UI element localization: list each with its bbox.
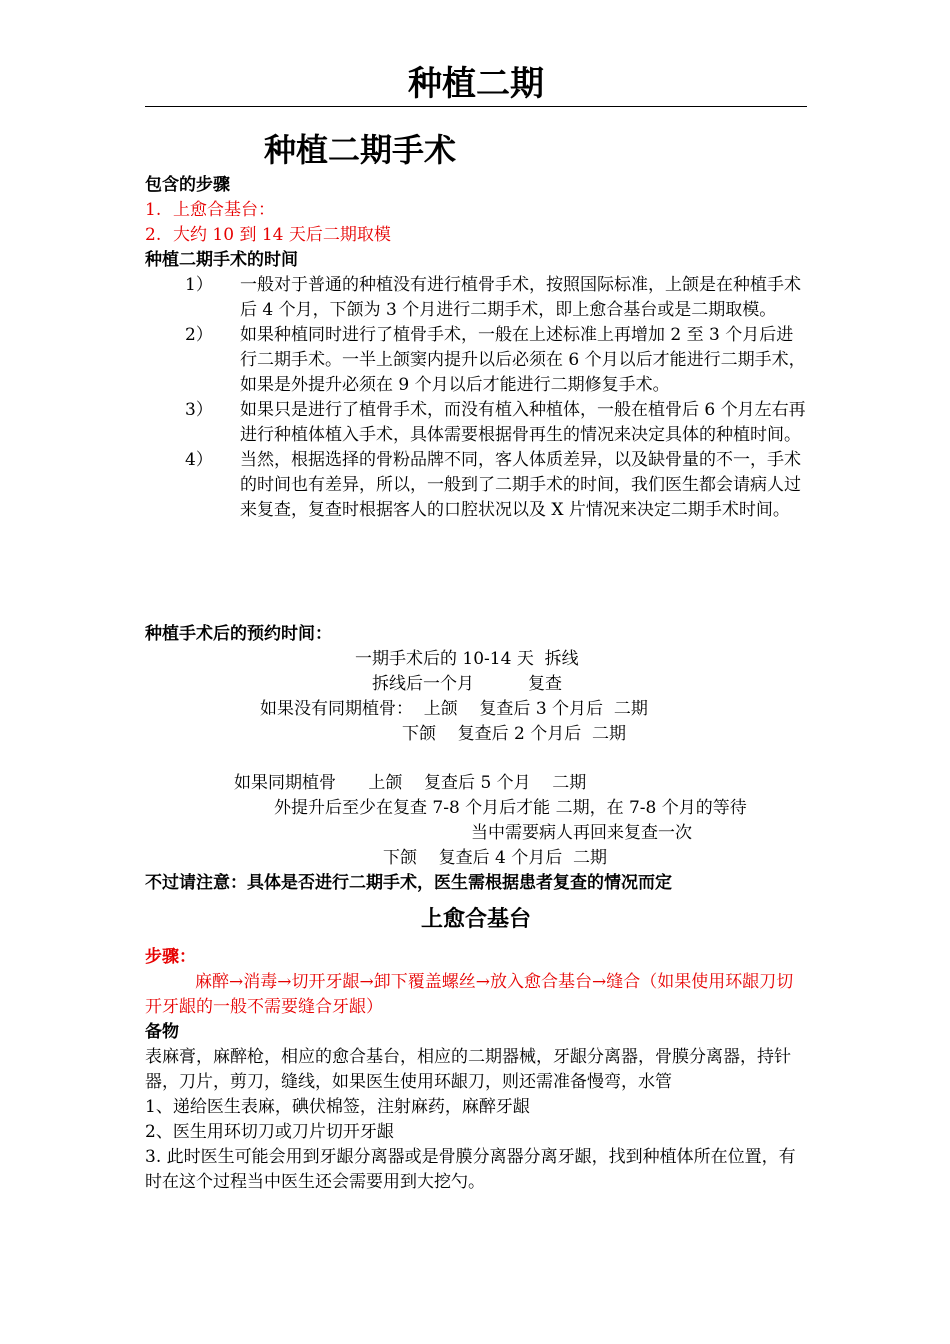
appointment-line: 外提升后至少在复查 7-8 个月后才能 二期，在 7-8 个月的等待 [274, 798, 747, 818]
appointment-line: 如果同期植骨 上颌 复查后 5 个月 二期 [234, 773, 587, 793]
appointment-line: 下颌 复查后 4 个月后 二期 [383, 848, 608, 868]
procedure-step: 2、医生用环切刀或刀片切开牙龈 [145, 1122, 394, 1142]
item-number: 2. [145, 225, 162, 245]
header-title: 种植二期 [408, 64, 544, 104]
list-item [145, 273, 807, 323]
appointment-note: 不过请注意：具体是否进行二期手术，医生需根据患者复查的情况而定 [145, 873, 672, 893]
section-body [145, 945, 807, 1195]
appointment-line: 拆线后一个月 复查 [372, 674, 563, 694]
item-number: 1） [185, 275, 213, 295]
list-item [145, 223, 807, 248]
appointment-heading: 种植手术后的预约时间： [145, 624, 332, 644]
timing-heading: 种植二期手术的时间 [145, 250, 298, 270]
steps-section [145, 173, 807, 273]
appointment-line: 当中需要病人再回来复查一次 [471, 823, 692, 843]
item-text: 一般对于普通的种植没有进行植骨手术，按照国际标准，上颌是在种植手术后 4 个月，下颌为 3 个月进行二期手术，即上愈合基台或是二期取模。 [240, 275, 801, 320]
timing-list [145, 273, 807, 523]
item-number: 1. [145, 200, 162, 220]
item-text: 如果只是进行了植骨手术，而没有植入种植体，一般在植骨后 6 个月左右再进行种植体植入手术，具体需要根据骨再生的情况来决定具体的种植时间。 [240, 400, 806, 445]
prep-text: 表麻膏，麻醉枪，相应的愈合基台，相应的二期器械，牙龈分离器，骨膜分离器，持针器，刀片，剪刀，缝线，如果医生使用环龈刀，则还需准备慢弯，水管 [145, 1047, 791, 1092]
item-number: 3） [185, 400, 213, 420]
section-steps-text: 麻醉→消毒→切开牙龈→卸下覆盖螺丝→放入愈合基台→缝合（如果使用环龈刀切开牙龈的一般不需要缝合牙龈） [145, 972, 794, 1017]
page-header [145, 62, 807, 107]
item-text: 上愈合基台： [173, 200, 275, 220]
list-item [145, 398, 807, 448]
appointment-section [145, 622, 807, 647]
item-text: 当然，根据选择的骨粉品牌不同，客人体质差异，以及缺骨量的不一，手术的时间也有差异，所以，一般到了二期手术的时间，我们医生都会请病人过来复查，复查时根据客人的口腔状况以及 X 片情况来决定二期手术时间。 [240, 450, 801, 520]
steps-heading: 包含的步骤 [145, 175, 230, 195]
item-number: 2） [185, 325, 213, 345]
procedure-step: 1、递给医生表麻，碘伏棉签，注射麻药，麻醉牙龈 [145, 1097, 530, 1117]
item-text: 大约 10 到 14 天后二期取模 [173, 225, 391, 245]
item-number: 4） [185, 450, 213, 470]
section-title: 上愈合基台 [420, 907, 531, 932]
list-item [145, 448, 807, 523]
prep-heading: 备物 [145, 1022, 179, 1042]
appointment-line: 一期手术后的 10-14 天 拆线 [355, 649, 579, 669]
section-steps-heading: 步骤： [145, 947, 196, 967]
list-item [145, 198, 807, 223]
main-title: 种植二期手术 [264, 131, 457, 169]
list-item [145, 323, 807, 398]
appointment-line: 如果没有同期植骨： 上颌 复查后 3 个月后 二期 [260, 699, 648, 719]
item-text: 如果种植同时进行了植骨手术，一般在上述标准上再增加 2 至 3 个月后进行二期手术。一半上颌窦内提升以后必须在 6 个月以后才能进行二期手术，如果是外提升必须在 9 个月以后才能进行二期修复手术。 [240, 325, 806, 395]
appointment-line: 下颌 复查后 2 个月后 二期 [402, 724, 627, 744]
procedure-step: 3. 此时医生可能会用到牙龈分离器或是骨膜分离器分离牙龈，找到种植体所在位置，有时在这个过程当中医生还会需要用到大挖勺。 [145, 1147, 796, 1192]
